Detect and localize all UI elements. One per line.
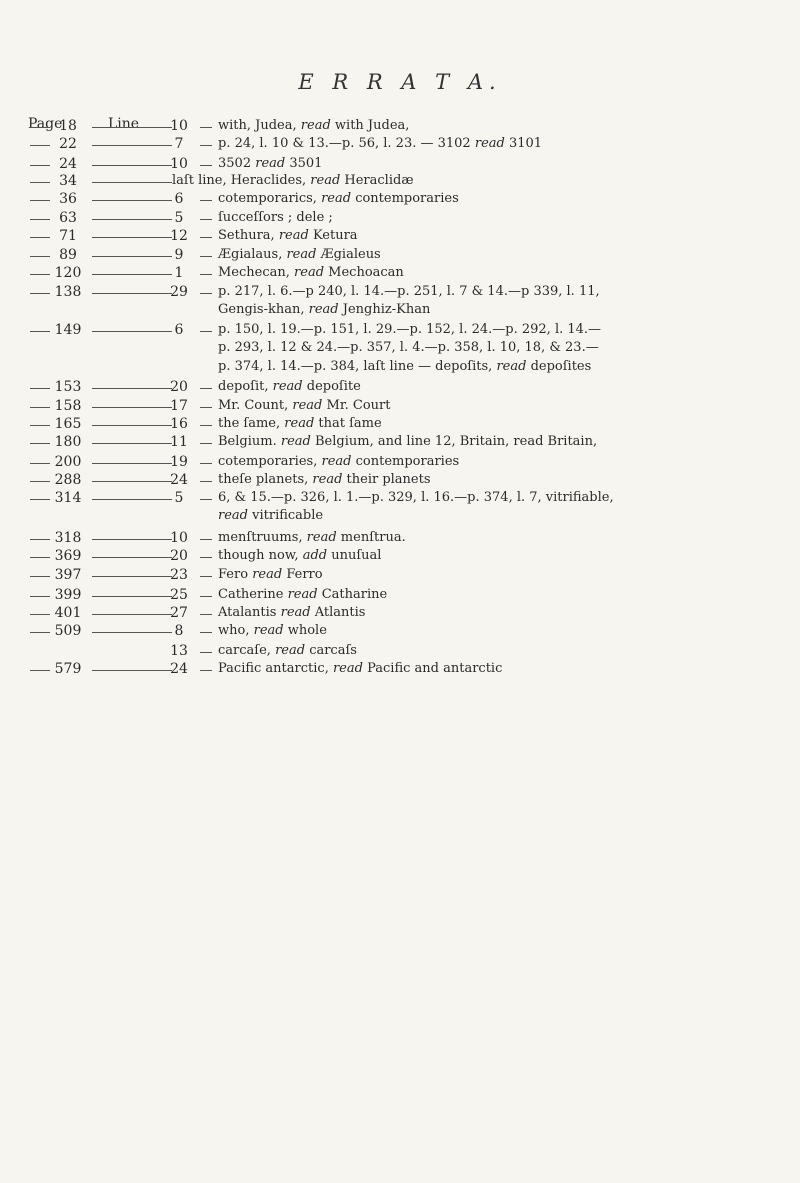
errata-entry bbox=[0, 490, 800, 508]
erratum-original: 6, & 15.—p. 326, l. 1.—p. 329, l. 16.—p. 374, l. 7, vitrifiable, bbox=[218, 490, 614, 505]
erratum-original: ſucceſſors ; dele ; bbox=[218, 210, 333, 225]
leader-dash bbox=[92, 481, 172, 482]
read-marker: read bbox=[310, 173, 341, 188]
page-number: 314 bbox=[54, 490, 82, 506]
line-number: 17 bbox=[170, 398, 188, 414]
separator-dash bbox=[200, 293, 212, 294]
leader-dash bbox=[92, 293, 172, 294]
erratum-text bbox=[218, 210, 333, 225]
erratum-text bbox=[218, 118, 409, 133]
leader-dash bbox=[92, 145, 172, 146]
erratum-text bbox=[218, 191, 459, 206]
leader-dash bbox=[30, 443, 50, 444]
leader-dash bbox=[30, 407, 50, 408]
line-number: 9 bbox=[174, 247, 184, 263]
erratum-text bbox=[218, 490, 614, 505]
page-number: 149 bbox=[54, 322, 82, 338]
line-number: 13 bbox=[170, 643, 188, 659]
leader-dash bbox=[92, 576, 172, 577]
read-marker: read bbox=[308, 302, 339, 317]
page-number: 89 bbox=[59, 247, 77, 263]
erratum-text bbox=[218, 661, 502, 676]
erratum-text bbox=[218, 340, 599, 355]
separator-dash bbox=[200, 557, 212, 558]
leader-dash bbox=[92, 219, 172, 220]
erratum-original: with, Judea, bbox=[218, 118, 297, 133]
errata-entry bbox=[0, 567, 800, 585]
leader-dash bbox=[92, 557, 172, 558]
page-number: 63 bbox=[59, 210, 77, 226]
erratum-original: Ægialaus, bbox=[218, 247, 283, 262]
leader-dash bbox=[92, 539, 172, 540]
erratum-original: Gengis-khan, bbox=[218, 302, 305, 317]
errata-entry bbox=[0, 359, 800, 377]
read-marker: read bbox=[300, 118, 331, 133]
erratum-original: the ſame, bbox=[218, 416, 281, 431]
erratum-original: cotemporarics, bbox=[218, 191, 317, 206]
line-number: 5 bbox=[174, 210, 184, 226]
page-number: 399 bbox=[54, 587, 82, 603]
erratum-original: Mr. Count, bbox=[218, 398, 289, 413]
leader-dash bbox=[92, 182, 172, 183]
line-number: 24 bbox=[170, 472, 188, 488]
errata-entry bbox=[0, 587, 800, 605]
leader-dash bbox=[92, 237, 172, 238]
leader-dash bbox=[92, 443, 172, 444]
page-number: 397 bbox=[54, 567, 82, 583]
erratum-text bbox=[218, 284, 600, 299]
erratum-text bbox=[172, 173, 414, 188]
errata-entry bbox=[0, 173, 800, 191]
line-number: 5 bbox=[174, 490, 184, 506]
erratum-text bbox=[218, 265, 404, 280]
leader-dash bbox=[92, 274, 172, 275]
page-title: E R R A T A. bbox=[298, 70, 502, 94]
erratum-text bbox=[218, 472, 431, 487]
erratum-text bbox=[218, 605, 365, 620]
erratum-text bbox=[218, 623, 327, 638]
page-column-header: Page bbox=[28, 116, 63, 132]
erratum-original: Mechecan, bbox=[218, 265, 290, 280]
erratum-original: Pacific antarctic, bbox=[218, 661, 329, 676]
leader-dash bbox=[30, 539, 50, 540]
page-number: 22 bbox=[59, 136, 77, 152]
read-marker: read bbox=[286, 247, 317, 262]
leader-dash bbox=[30, 331, 50, 332]
erratum-original: though now, bbox=[218, 548, 299, 563]
separator-dash bbox=[200, 499, 212, 500]
line-number: 10 bbox=[170, 118, 188, 134]
separator-dash bbox=[200, 145, 212, 146]
erratum-correction: 3101 bbox=[508, 136, 543, 151]
erratum-original: p. 293, l. 12 & 24.—p. 357, l. 4.—p. 358, l. 10, 18, & 23.— bbox=[218, 340, 599, 355]
separator-dash bbox=[200, 256, 212, 257]
leader-dash bbox=[30, 219, 50, 220]
read-marker: read bbox=[278, 228, 309, 243]
read-marker: read bbox=[284, 416, 315, 431]
errata-entry bbox=[0, 136, 800, 154]
erratum-correction: vitrificable bbox=[252, 508, 324, 523]
erratum-original: who, bbox=[218, 623, 250, 638]
leader-dash bbox=[30, 670, 50, 671]
read-marker: read bbox=[255, 156, 286, 171]
leader-dash bbox=[92, 670, 172, 671]
erratum-original: cotemporaries, bbox=[218, 454, 318, 469]
leader-dash bbox=[30, 614, 50, 615]
page-number: 369 bbox=[54, 548, 82, 564]
separator-dash bbox=[200, 331, 212, 332]
separator-dash bbox=[200, 652, 212, 653]
erratum-correction: with Judea, bbox=[334, 118, 410, 133]
leader-dash bbox=[92, 632, 172, 633]
erratum-text bbox=[218, 156, 322, 171]
leader-dash bbox=[30, 293, 50, 294]
erratum-text bbox=[218, 322, 601, 337]
leader-dash bbox=[30, 632, 50, 633]
leader-dash bbox=[92, 407, 172, 408]
separator-dash bbox=[200, 670, 212, 671]
line-number: 1 bbox=[174, 265, 184, 281]
separator-dash bbox=[200, 407, 212, 408]
errata-entry bbox=[0, 247, 800, 265]
leader-dash bbox=[30, 200, 50, 201]
leader-dash bbox=[30, 499, 50, 500]
erratum-correction: Mr. Court bbox=[326, 398, 391, 413]
errata-entry bbox=[0, 548, 800, 566]
separator-dash bbox=[200, 443, 212, 444]
page-number: 158 bbox=[54, 398, 82, 414]
separator-dash bbox=[200, 614, 212, 615]
errata-entry bbox=[0, 434, 800, 452]
erratum-correction: Catharine bbox=[321, 587, 388, 602]
erratum-original: 3502 bbox=[218, 156, 252, 171]
erratum-original: carcaſe, bbox=[218, 643, 271, 658]
erratum-correction: Ketura bbox=[312, 228, 358, 243]
erratum-text bbox=[218, 508, 323, 523]
erratum-correction: contemporaries bbox=[355, 191, 459, 206]
line-number: 8 bbox=[174, 623, 184, 639]
erratum-original: laſt line, Heraclides, bbox=[172, 173, 307, 188]
page-number: 288 bbox=[54, 472, 82, 488]
erratum-text bbox=[218, 416, 382, 431]
leader-dash bbox=[30, 576, 50, 577]
line-number: 11 bbox=[170, 434, 188, 450]
erratum-original: p. 374, l. 14.—p. 384, laſt line — depoſits, bbox=[218, 359, 493, 374]
erratum-original: p. 217, l. 6.—p 240, l. 14.—p. 251, l. 7 & 14.—p 339, l. 11, bbox=[218, 284, 600, 299]
erratum-correction: contemporaries bbox=[355, 454, 460, 469]
leader-dash bbox=[92, 256, 172, 257]
leader-dash bbox=[30, 463, 50, 464]
erratum-original: Fero bbox=[218, 567, 249, 582]
leader-dash bbox=[30, 274, 50, 275]
page-number: 18 bbox=[59, 118, 77, 134]
erratum-text bbox=[218, 587, 387, 602]
read-marker: read bbox=[218, 508, 248, 523]
erratum-correction: Atlantis bbox=[314, 605, 366, 620]
page-number: 153 bbox=[54, 379, 82, 395]
leader-dash bbox=[92, 127, 172, 128]
separator-dash bbox=[200, 576, 212, 577]
leader-dash bbox=[92, 331, 172, 332]
erratum-text bbox=[218, 136, 542, 151]
leader-dash bbox=[30, 557, 50, 558]
read-marker: read bbox=[275, 643, 306, 658]
page-number: 180 bbox=[54, 434, 82, 450]
errata-entry bbox=[0, 210, 800, 228]
errata-entry bbox=[0, 379, 800, 397]
page-number: 36 bbox=[59, 191, 77, 207]
leader-dash bbox=[30, 165, 50, 166]
errata-entry bbox=[0, 472, 800, 490]
erratum-text bbox=[218, 359, 591, 374]
separator-dash bbox=[200, 237, 212, 238]
erratum-original: p. 24, l. 10 & 13.—p. 56, l. 23. — 3102 bbox=[218, 136, 471, 151]
erratum-original: p. 150, l. 19.—p. 151, l. 29.—p. 152, l. 24.—p. 292, l. 14.— bbox=[218, 322, 602, 337]
erratum-text bbox=[218, 398, 390, 413]
read-marker: read bbox=[474, 136, 505, 151]
erratum-correction: depoſites bbox=[530, 359, 592, 374]
errata-entry bbox=[0, 416, 800, 434]
leader-dash bbox=[92, 463, 172, 464]
read-marker: read bbox=[292, 398, 323, 413]
erratum-text bbox=[218, 567, 323, 582]
erratum-correction: Heraclidæ bbox=[344, 173, 414, 188]
read-marker: read bbox=[332, 661, 363, 676]
errata-entry bbox=[0, 191, 800, 209]
erratum-original: Belgium. bbox=[218, 434, 277, 449]
erratum-correction: depoſite bbox=[306, 379, 361, 394]
leader-dash bbox=[92, 425, 172, 426]
leader-dash bbox=[30, 182, 50, 183]
erratum-original: Catherine bbox=[218, 587, 284, 602]
read-marker: read bbox=[287, 587, 318, 602]
leader-dash bbox=[30, 127, 50, 128]
separator-dash bbox=[200, 596, 212, 597]
errata-entry bbox=[0, 284, 800, 302]
line-number: 20 bbox=[170, 548, 188, 564]
separator-dash bbox=[200, 481, 212, 482]
line-number: 23 bbox=[170, 567, 188, 583]
read-marker: read bbox=[321, 454, 352, 469]
erratum-text bbox=[218, 228, 358, 243]
erratum-correction: their planets bbox=[346, 472, 431, 487]
page-number: 138 bbox=[54, 284, 82, 300]
erratum-correction: Ferro bbox=[286, 567, 323, 582]
read-marker: read bbox=[312, 472, 343, 487]
leader-dash bbox=[92, 200, 172, 201]
separator-dash bbox=[200, 425, 212, 426]
leader-dash bbox=[92, 596, 172, 597]
separator-dash bbox=[200, 632, 212, 633]
read-marker: read bbox=[496, 359, 527, 374]
erratum-original: theſe planets, bbox=[218, 472, 309, 487]
page-number: 318 bbox=[54, 530, 82, 546]
errata-entry bbox=[0, 530, 800, 548]
line-number: 24 bbox=[170, 661, 188, 677]
erratum-text bbox=[218, 454, 459, 469]
leader-dash bbox=[30, 237, 50, 238]
line-number: 6 bbox=[174, 322, 184, 338]
read-marker: read bbox=[280, 434, 311, 449]
separator-dash bbox=[200, 274, 212, 275]
erratum-correction: 3501 bbox=[289, 156, 323, 171]
erratum-text bbox=[218, 548, 381, 563]
read-marker: read bbox=[306, 530, 337, 545]
line-number: 29 bbox=[170, 284, 188, 300]
erratum-original: menſtruums, bbox=[218, 530, 303, 545]
erratum-text bbox=[218, 434, 597, 449]
line-number: 10 bbox=[170, 156, 188, 172]
line-number: 16 bbox=[170, 416, 188, 432]
read-marker: read bbox=[321, 191, 352, 206]
erratum-correction: Belgium, and line 12, Britain, read Britain, bbox=[314, 434, 598, 449]
erratum-correction: menſtrua. bbox=[340, 530, 406, 545]
errata-entry bbox=[0, 265, 800, 283]
separator-dash bbox=[200, 539, 212, 540]
leader-dash bbox=[92, 499, 172, 500]
leader-dash bbox=[92, 388, 172, 389]
leader-dash bbox=[30, 481, 50, 482]
line-number: 12 bbox=[170, 228, 188, 244]
separator-dash bbox=[200, 388, 212, 389]
errata-entry bbox=[0, 643, 800, 661]
read-marker: read bbox=[294, 265, 325, 280]
page-number: 165 bbox=[54, 416, 82, 432]
erratum-original: depoſit, bbox=[218, 379, 269, 394]
leader-dash bbox=[30, 425, 50, 426]
leader-dash bbox=[30, 256, 50, 257]
separator-dash bbox=[200, 463, 212, 464]
errata-entry bbox=[0, 661, 800, 679]
read-marker: read bbox=[253, 623, 284, 638]
erratum-original: Sethura, bbox=[218, 228, 275, 243]
errata-entry bbox=[0, 508, 800, 526]
read-marker: read bbox=[252, 567, 283, 582]
errata-entry bbox=[0, 302, 800, 320]
line-number: 7 bbox=[174, 136, 184, 152]
errata-entry bbox=[0, 398, 800, 416]
erratum-original: Atalantis bbox=[218, 605, 277, 620]
line-number: 6 bbox=[174, 191, 184, 207]
erratum-correction: Jenghiz-Khan bbox=[342, 302, 431, 317]
line-number: 27 bbox=[170, 605, 188, 621]
erratum-correction: whole bbox=[287, 623, 327, 638]
errata-entry bbox=[0, 228, 800, 246]
page-number: 120 bbox=[54, 265, 82, 281]
page-number: 579 bbox=[54, 661, 82, 677]
erratum-text bbox=[218, 247, 381, 262]
leader-dash bbox=[92, 165, 172, 166]
line-number: 10 bbox=[170, 530, 188, 546]
line-column-header: Line bbox=[108, 116, 140, 132]
errata-entry bbox=[0, 623, 800, 641]
read-marker: add bbox=[302, 548, 328, 563]
erratum-text bbox=[218, 379, 361, 394]
page-number: 200 bbox=[54, 454, 82, 470]
erratum-text bbox=[218, 643, 357, 658]
separator-dash bbox=[200, 127, 212, 128]
erratum-text bbox=[218, 302, 430, 317]
errata-entry bbox=[0, 605, 800, 623]
errata-entry bbox=[0, 156, 800, 174]
leader-dash bbox=[30, 596, 50, 597]
page-number: 71 bbox=[59, 228, 77, 244]
line-number: 19 bbox=[170, 454, 188, 470]
errata-entry bbox=[0, 118, 800, 136]
erratum-correction: Ægialeus bbox=[320, 247, 381, 262]
page-number: 401 bbox=[54, 605, 82, 621]
erratum-text bbox=[218, 530, 406, 545]
read-marker: read bbox=[280, 605, 311, 620]
read-marker: read bbox=[272, 379, 303, 394]
separator-dash bbox=[200, 219, 212, 220]
erratum-correction: Mechoacan bbox=[328, 265, 404, 280]
separator-dash bbox=[200, 165, 212, 166]
page-number: 34 bbox=[59, 173, 77, 189]
page-number: 24 bbox=[59, 156, 77, 172]
leader-dash bbox=[30, 145, 50, 146]
errata-entry bbox=[0, 454, 800, 472]
page-number: 509 bbox=[54, 623, 82, 639]
leader-dash bbox=[92, 614, 172, 615]
line-number: 20 bbox=[170, 379, 188, 395]
erratum-correction: Pacific and antarctic bbox=[367, 661, 503, 676]
line-number: 25 bbox=[170, 587, 188, 603]
erratum-correction: unuſual bbox=[331, 548, 382, 563]
erratum-correction: that ſame bbox=[318, 416, 382, 431]
leader-dash bbox=[30, 388, 50, 389]
erratum-correction: carcaſs bbox=[309, 643, 357, 658]
errata-entry bbox=[0, 340, 800, 358]
errata-entry bbox=[0, 322, 800, 340]
separator-dash bbox=[200, 200, 212, 201]
